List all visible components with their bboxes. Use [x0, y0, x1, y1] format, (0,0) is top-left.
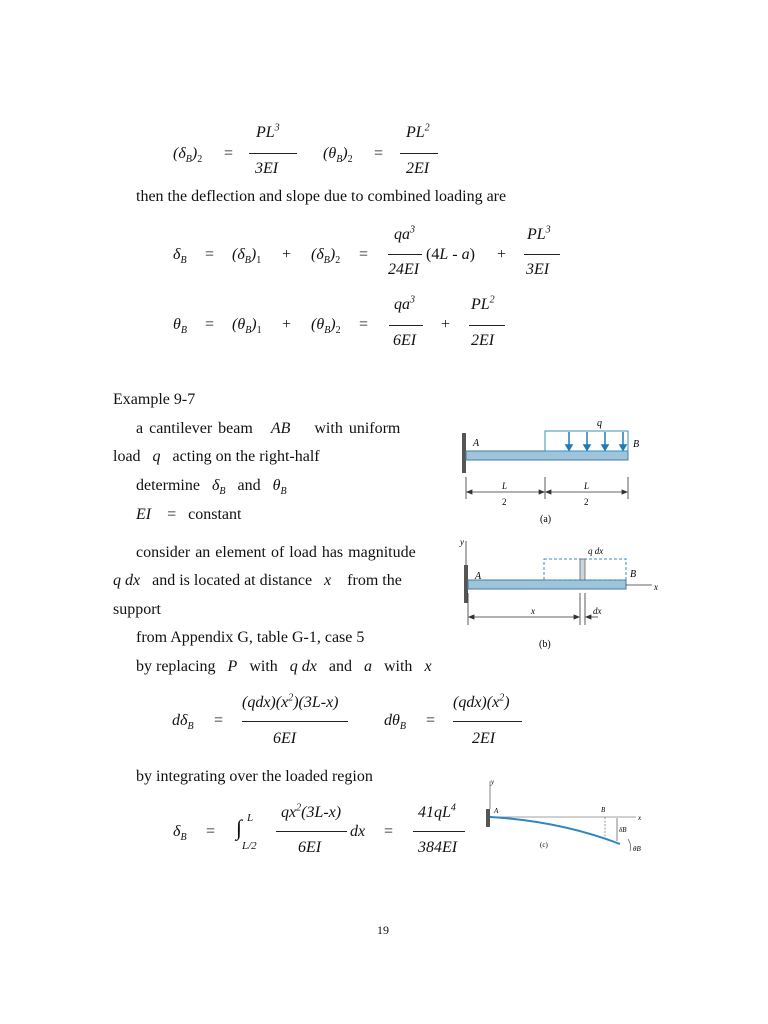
svg-text:x: x — [531, 606, 535, 616]
para3: support — [113, 601, 161, 618]
caption-c: (c) — [540, 841, 548, 849]
svg-text:θB: θB — [633, 845, 641, 853]
denominator-2EI: 2EI — [406, 160, 430, 177]
label-q: q — [597, 418, 602, 429]
equals-sign: = — [224, 145, 234, 162]
equals-sign: = — [374, 145, 384, 162]
delta-b-label: $\delta_B$ — [173, 246, 187, 267]
svg-text:y: y — [491, 778, 495, 786]
label-qdx: q dx — [588, 546, 604, 556]
svg-text:δB: δB — [619, 826, 627, 834]
svg-text:2: 2 — [502, 497, 507, 507]
svg-text:2: 2 — [584, 497, 589, 507]
integrate-text: by integrating over the loaded region — [136, 768, 373, 785]
theta-b2-label: $(\theta_B)_2$ — [323, 145, 353, 166]
svg-text:A: A — [475, 571, 482, 582]
numerator-PL3: $PL^3$ — [256, 122, 280, 141]
example-line4: EI = constant — [136, 506, 242, 523]
para5: by replacing P with q dx and a with x — [136, 658, 432, 675]
svg-text:B: B — [630, 569, 637, 580]
para4: from Appendix G, table G-1, case 5 — [136, 629, 365, 646]
combined-text: then the deflection and slope due to combined loading are — [136, 188, 507, 205]
svg-text:x: x — [638, 814, 642, 822]
figure-a — [456, 415, 656, 529]
svg-text:L: L — [584, 481, 590, 491]
delta-b2-label: $(\delta_B)_2$ — [173, 145, 203, 166]
example-line3: determine $\delta_B$ and $\theta_B$ — [136, 477, 287, 498]
figure-b — [456, 535, 666, 655]
caption-b: (b) — [539, 639, 551, 650]
example-line2: load q acting on the right-half — [113, 448, 320, 465]
svg-text:L: L — [502, 481, 508, 491]
para2: q dx and is located at distance x from the — [113, 572, 402, 589]
svg-text:x: x — [654, 582, 658, 592]
svg-text:dx: dx — [593, 606, 602, 616]
label-B: B — [633, 439, 640, 450]
numerator-PL2: $PL^2$ — [406, 122, 430, 141]
figure-c — [480, 775, 652, 859]
integral-sign: ∫ — [236, 815, 243, 840]
para1: consider an element of load has magnitude — [136, 544, 416, 561]
svg-text:A: A — [494, 807, 499, 815]
svg-text:B: B — [601, 806, 606, 814]
example-title: Example 9-7 — [113, 391, 196, 408]
page-number: 19 — [377, 923, 389, 937]
caption-a: (a) — [540, 514, 552, 525]
example-line1: a cantilever beam AB with uniform — [136, 420, 401, 437]
label-A: A — [473, 438, 480, 449]
denominator-3EI: 3EI — [255, 160, 279, 177]
numerator-qa3: $qa^3$ — [394, 224, 415, 243]
svg-text:y: y — [460, 537, 464, 547]
